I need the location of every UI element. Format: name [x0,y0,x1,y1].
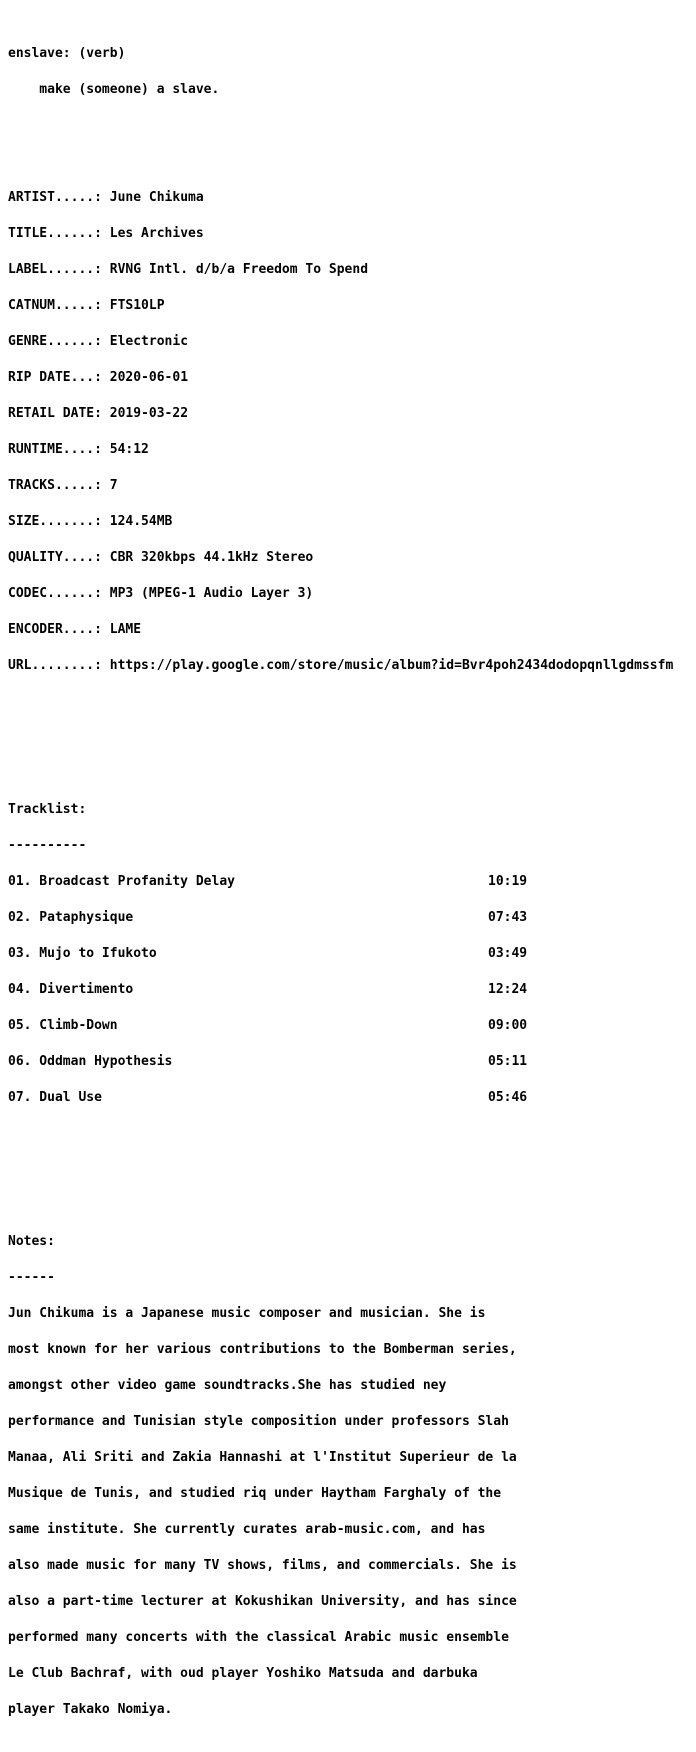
track-title: 04. Divertimento [8,982,134,997]
notes-line: also made music for many TV shows, films, and commercials. She is [8,1558,517,1573]
track-row [8,1092,673,1104]
track-row [8,984,673,996]
info-value: 2019-03-22 [109,406,189,421]
notes-heading: Notes: [8,1234,55,1249]
info-value: Les Archives [109,226,204,241]
track-duration: 07:43 [488,910,528,925]
spacer [8,1164,673,1176]
info-row-tracks: TRACKS.....: 7 [8,478,118,493]
tracklist-heading: Tracklist: [8,802,87,817]
info-value: 54:12 [109,442,149,457]
track-row [8,912,673,924]
track-title: 03. Mujo to Ifukoto [8,946,157,961]
info-row-label: LABEL......: RVNG Intl. d/b/a Freedom To Spend [8,262,369,277]
notes-line: also a part-time lecturer at Kokushikan University, and has since [8,1594,517,1609]
info-row-title: TITLE......: Les Archives [8,226,204,241]
notes [8,1212,673,1740]
notes-line: Manaa, Ali Sriti and Zakia Hannashi at l'Institut Superieur de la [8,1450,517,1465]
notes-line: same institute. She currently curates arab-music.com, and has [8,1522,486,1537]
info-row-quality: QUALITY....: CBR 320kbps 44.1kHz Stereo [8,550,314,565]
info-row-artist: ARTIST.....: June Chikuma [8,190,204,205]
track-duration: 09:00 [488,1018,528,1033]
track-duration: 03:49 [488,946,528,961]
track-title: 06. Oddman Hypothesis [8,1054,173,1069]
track-title: 02. Pataphysique [8,910,134,925]
info-row-genre: GENRE......: Electronic [8,334,189,349]
definition-meaning: make (someone) a slave. [8,82,220,97]
notes-line: performance and Tunisian style composition under professors Slah [8,1414,509,1429]
definition-word: enslave: (verb) [8,46,126,61]
info-row-encoder: ENCODER....: LAME [8,622,142,637]
info-row-url: URL........: https://play.google.com/store/music/album?id=Bvr4poh2434dodopqnllgdmssfm [8,658,674,673]
track-duration: 10:19 [488,874,528,889]
notes-rule: ------ [8,1270,55,1285]
notes-line: amongst other video game soundtracks.She has studied ney [8,1378,447,1393]
info-value: 124.54MB [109,514,173,529]
info-value: 2020-06-01 [109,370,189,385]
notes-line: Jun Chikuma is a Japanese music composer and musician. She is [8,1306,486,1321]
track-title: 05. Climb-Down [8,1018,118,1033]
track-row [8,948,673,960]
info-value: LAME [109,622,142,637]
track-duration: 05:11 [488,1054,528,1069]
info-value: June Chikuma [109,190,204,205]
tracklist [8,780,673,1128]
info-row-size: SIZE.......: 124.54MB [8,514,173,529]
track-title: 01. Broadcast Profanity Delay [8,874,235,889]
info-row-codec: CODEC......: MP3 (MPEG-1 Audio Layer 3) [8,586,314,601]
info-row-catnum: CATNUM.....: FTS10LP [8,298,165,313]
track-duration: 12:24 [488,982,528,997]
track-title: 07. Dual Use [8,1090,102,1105]
info-value: CBR 320kbps 44.1kHz Stereo [109,550,314,565]
notes-line: Musique de Tunis, and studied riq under Haytham Farghaly of the [8,1486,502,1501]
notes-line: Le Club Bachraf, with oud player Yoshiko Matsuda and darbuka [8,1666,478,1681]
info-value: RVNG Intl. d/b/a Freedom To Spend [109,262,369,277]
track-duration: 05:46 [488,1090,528,1105]
spacer [8,732,673,744]
info-row-runtime: RUNTIME....: 54:12 [8,442,149,457]
info-row-rip-date: RIP DATE...: 2020-06-01 [8,370,189,385]
info-value: Electronic [109,334,189,349]
info-row-retail-date: RETAIL DATE: 2019-03-22 [8,406,189,421]
info-url-value: https://play.google.com/store/music/album?id=Bvr4poh2434dodopqnllgdmssfm [109,658,674,673]
notes-line: player Takako Nomiya. [8,1702,173,1717]
info-value: MP3 (MPEG-1 Audio Layer 3) [109,586,314,601]
info-value: FTS10LP [109,298,165,313]
spacer [8,120,673,132]
track-row [8,876,673,888]
info-value: 7 [109,478,118,493]
notes-line: most known for her various contributions to the Bomberman series, [8,1342,517,1357]
track-row [8,1020,673,1032]
tracklist-rule: ---------- [8,838,87,853]
release-info [8,168,673,696]
nfo-document [8,24,673,1752]
track-row [8,1056,673,1068]
notes-line: performed many concerts with the classical Arabic music ensemble [8,1630,509,1645]
